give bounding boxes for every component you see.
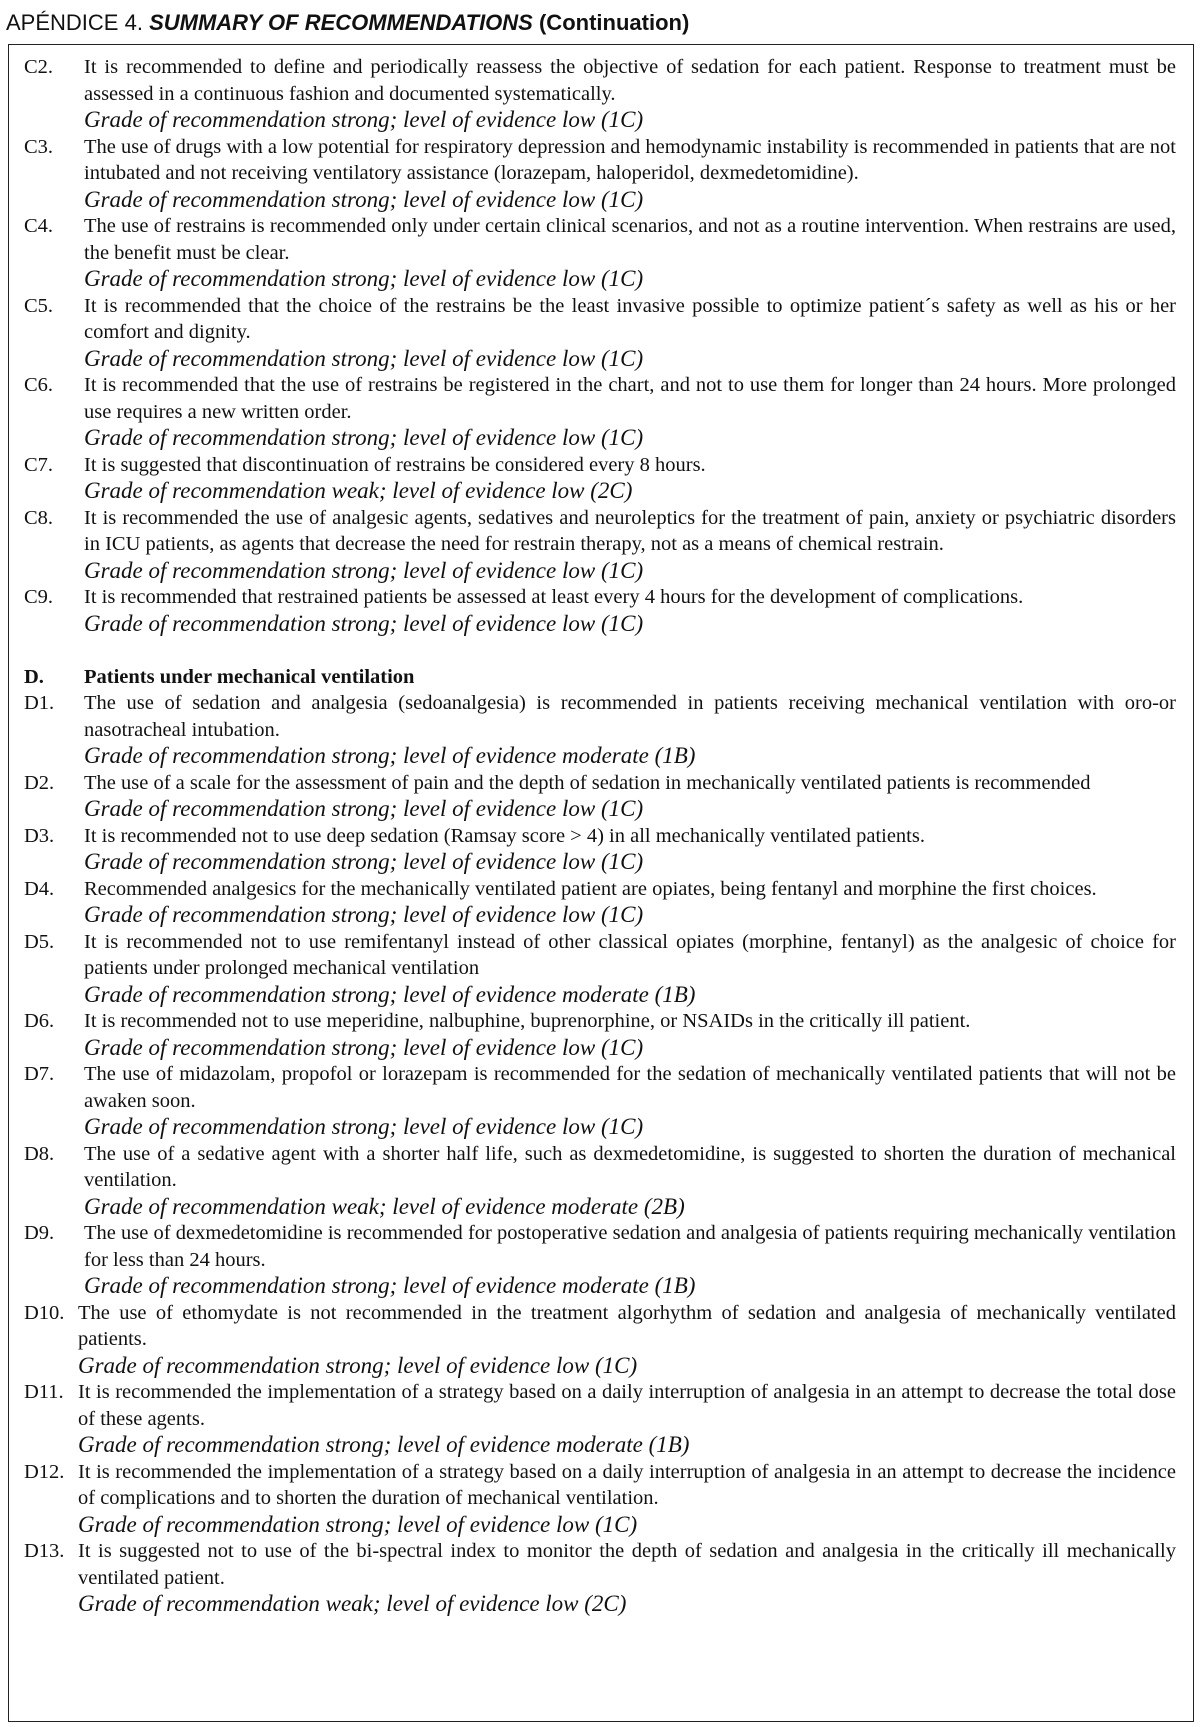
recommendation-text: The use of sedation and analgesia (sedoanalgesia) is recommended in patients receiving mechanical ventilation with oro-or nasotracheal intubation. (84, 692, 1176, 741)
recommendation-code: C6. (24, 374, 54, 396)
recommendation-item (24, 54, 1176, 134)
recommendation-grade: Grade of recommendation strong; level of evidence low (1C) (84, 849, 644, 874)
recommendation-item (24, 690, 1176, 770)
recommendation-body (84, 1061, 1176, 1141)
recommendation-body (78, 1459, 1176, 1539)
appendix-label: APÉNDICE 4. (6, 10, 143, 35)
recommendation-grade: Grade of recommendation weak; level of evidence moderate (2B) (84, 1193, 685, 1219)
recommendation-code: C4. (24, 215, 54, 237)
section-d-code: D. (24, 665, 44, 688)
page-heading (6, 6, 689, 40)
recommendation-text: The use of drugs with a low potential for respiratory depression and hemodynamic instability is recommended in patients that are not intubated and not receiving ventilatory assistance (lorazepam, haloperidol, dexmedetomidine). (84, 135, 1176, 184)
recommendation-item (24, 213, 1176, 293)
recommendation-code: D13. (24, 1540, 65, 1562)
recommendation-text: It is recommended the implementation of a strategy based on a daily interruption of analgesia in an attempt to decrease the incidence of complications and to shorten the duration of mechanical ventilation. (78, 1460, 1176, 1509)
recommendation-body (84, 293, 1176, 373)
recommendation-text: It is recommended not to use deep sedation (Ramsay score > 4) in all mechanically ventilated patients. (84, 824, 925, 847)
recommendation-code: D12. (24, 1460, 65, 1483)
recommendation-body (84, 690, 1176, 770)
recommendation-body (84, 584, 1176, 637)
section-d-list (24, 690, 1176, 1618)
recommendation-text: It is recommended that restrained patients be assessed at least every 4 hours for the development of complications. (84, 586, 1024, 608)
recommendation-text: It is recommended not to use meperidine, nalbuphine, buprenorphine, or NSAIDs in the critically ill patient. (84, 1010, 971, 1032)
recommendation-text: The use of restrains is recommended only under certain clinical scenarios, and not as a routine intervention. When restrains are used, the benefit must be clear. (84, 215, 1176, 264)
recommendations-content (24, 54, 1176, 1618)
recommendation-body (84, 134, 1176, 214)
recommendation-grade: Grade of recommendation strong; level of evidence low (1C) (84, 610, 644, 636)
recommendation-text: The use of a scale for the assessment of pain and the depth of sedation in mechanically ventilated patients is recommended (84, 771, 1091, 794)
recommendation-body (84, 1141, 1176, 1221)
recommendation-grade: Grade of recommendation strong; level of evidence low (1C) (84, 1034, 644, 1060)
recommendation-item (24, 876, 1176, 929)
recommendation-text: It is recommended not to use remifentanyl instead of other classical opiates (morphine, fentanyl) as the analgesic of choice for patients under prolonged mechanical ventilation (84, 930, 1176, 979)
recommendation-grade: Grade of recommendation strong; level of evidence low (1C) (84, 1114, 644, 1139)
recommendation-grade: Grade of recommendation strong; level of evidence low (1C) (78, 1352, 638, 1378)
recommendation-code: C9. (24, 586, 54, 608)
recommendation-body (78, 1538, 1176, 1618)
recommendation-text: It is recommended the use of analgesic agents, sedatives and neuroleptics for the treatment of pain, anxiety or psychiatric disorders in ICU patients, as agents that decrease the need for restrain therapy, not as a means of chemical restrain. (84, 506, 1176, 555)
section-c-list (24, 54, 1176, 637)
recommendation-text: It is suggested not to use of the bi-spectral index to monitor the depth of sedation and analgesia in the critically ill mechanically ventilated patient. (78, 1540, 1176, 1589)
recommendation-item (24, 372, 1176, 452)
recommendation-body (84, 54, 1176, 134)
recommendation-grade: Grade of recommendation strong; level of evidence low (1C) (84, 345, 644, 371)
recommendation-body (84, 213, 1176, 293)
recommendation-text: Recommended analgesics for the mechanically ventilated patient are opiates, being fentanyl and morphine the first choices. (84, 877, 1097, 900)
recommendation-grade: Grade of recommendation weak; level of evidence low (2C) (78, 1591, 627, 1616)
recommendation-item (24, 770, 1176, 823)
recommendation-text: It is recommended that the use of restrains be registered in the chart, and not to use them for longer than 24 hours. More prolonged use requires a new written order. (84, 374, 1176, 423)
recommendation-item (24, 134, 1176, 214)
recommendation-text: The use of midazolam, propofol or lorazepam is recommended for the sedation of mechanically ventilated patients that will not be awaken soon. (84, 1063, 1176, 1112)
recommendation-item (24, 1459, 1176, 1539)
recommendation-body (84, 372, 1176, 452)
recommendation-grade: Grade of recommendation strong; level of evidence moderate (1B) (78, 1432, 690, 1457)
recommendation-code: D4. (24, 877, 55, 900)
section-d-title: Patients under mechanical ventilation (84, 665, 415, 688)
recommendation-grade: Grade of recommendation strong; level of evidence low (1C) (84, 902, 644, 927)
recommendation-grade: Grade of recommendation strong; level of evidence low (1C) (84, 796, 644, 821)
recommendation-grade: Grade of recommendation strong; level of evidence low (1C) (84, 266, 644, 291)
recommendation-text: It is suggested that discontinuation of restrains be considered every 8 hours. (84, 453, 706, 476)
recommendation-body (84, 452, 1176, 505)
recommendation-body (78, 1300, 1176, 1380)
recommendation-item (24, 584, 1176, 637)
recommendation-item (24, 1379, 1176, 1459)
recommendation-body (84, 876, 1176, 929)
recommendation-text: It is recommended to define and periodically reassess the objective of sedation for each patient. Response to treatment must be assessed in a continuous fashion and documented systematically. (84, 56, 1176, 105)
recommendation-code: C2. (24, 56, 54, 78)
recommendation-code: D11. (24, 1381, 64, 1403)
recommendation-text: It is recommended the implementation of a strategy based on a daily interruption of analgesia in an attempt to decrease the total dose of these agents. (78, 1381, 1176, 1430)
recommendation-body (84, 770, 1176, 823)
recommendation-code: C3. (24, 135, 54, 158)
recommendation-body (84, 1220, 1176, 1300)
recommendation-grade: Grade of recommendation strong; level of evidence moderate (1B) (84, 1273, 696, 1298)
recommendation-item (24, 505, 1176, 585)
recommendation-grade: Grade of recommendation strong; level of evidence low (1C) (84, 425, 644, 450)
recommendation-grade: Grade of recommendation strong; level of evidence low (1C) (84, 107, 644, 132)
recommendation-item (24, 1008, 1176, 1061)
recommendation-item (24, 293, 1176, 373)
recommendation-code: C8. (24, 506, 54, 529)
recommendation-grade: Grade of recommendation strong; level of evidence low (1C) (84, 557, 644, 583)
recommendation-body (84, 1008, 1176, 1061)
recommendation-code: C5. (24, 294, 54, 317)
recommendation-code: D3. (24, 824, 55, 847)
heading-title: SUMMARY OF RECOMMENDATIONS (149, 10, 533, 35)
recommendation-item (24, 1141, 1176, 1221)
recommendation-item (24, 823, 1176, 876)
recommendation-grade: Grade of recommendation strong; level of evidence moderate (1B) (84, 743, 696, 768)
recommendation-text: It is recommended that the choice of the restrains be the least invasive possible to optimize patient´s safety as well as his or her comfort and dignity. (84, 294, 1176, 343)
recommendation-item (24, 929, 1176, 1009)
recommendation-code: D5. (24, 930, 55, 953)
recommendation-grade: Grade of recommendation strong; level of evidence low (1C) (78, 1511, 638, 1537)
recommendation-grade: Grade of recommendation strong; level of evidence low (1C) (84, 186, 644, 212)
recommendation-code: C7. (24, 453, 54, 476)
recommendation-code: D10. (24, 1301, 65, 1324)
section-d-heading (24, 664, 1176, 691)
recommendation-item (24, 452, 1176, 505)
recommendation-body (84, 505, 1176, 585)
recommendation-code: D7. (24, 1063, 55, 1085)
recommendation-grade: Grade of recommendation weak; level of evidence low (2C) (84, 478, 633, 503)
recommendation-grade: Grade of recommendation strong; level of evidence moderate (1B) (84, 981, 696, 1007)
recommendation-item (24, 1061, 1176, 1141)
recommendation-text: The use of dexmedetomidine is recommended for postoperative sedation and analgesia of patients requiring mechanically ventilation for less than 24 hours. (84, 1222, 1176, 1271)
recommendation-item (24, 1300, 1176, 1380)
recommendation-body (84, 929, 1176, 1009)
heading-suffix: (Continuation) (538, 10, 690, 35)
recommendation-code: D6. (24, 1010, 55, 1032)
recommendation-code: D2. (24, 771, 55, 794)
recommendation-body (84, 823, 1176, 876)
recommendation-code: D1. (24, 692, 55, 714)
recommendation-text: The use of ethomydate is not recommended in the treatment algorhythm of sedation and analgesia of mechanically ventilated patients. (78, 1301, 1176, 1350)
recommendation-text: The use of a sedative agent with a shorter half life, such as dexmedetomidine, is suggested to shorten the duration of mechanical ventilation. (84, 1142, 1176, 1191)
recommendation-item (24, 1220, 1176, 1300)
recommendation-code: D9. (24, 1222, 55, 1244)
recommendation-item (24, 1538, 1176, 1618)
recommendation-body (78, 1379, 1176, 1459)
recommendation-code: D8. (24, 1142, 55, 1165)
